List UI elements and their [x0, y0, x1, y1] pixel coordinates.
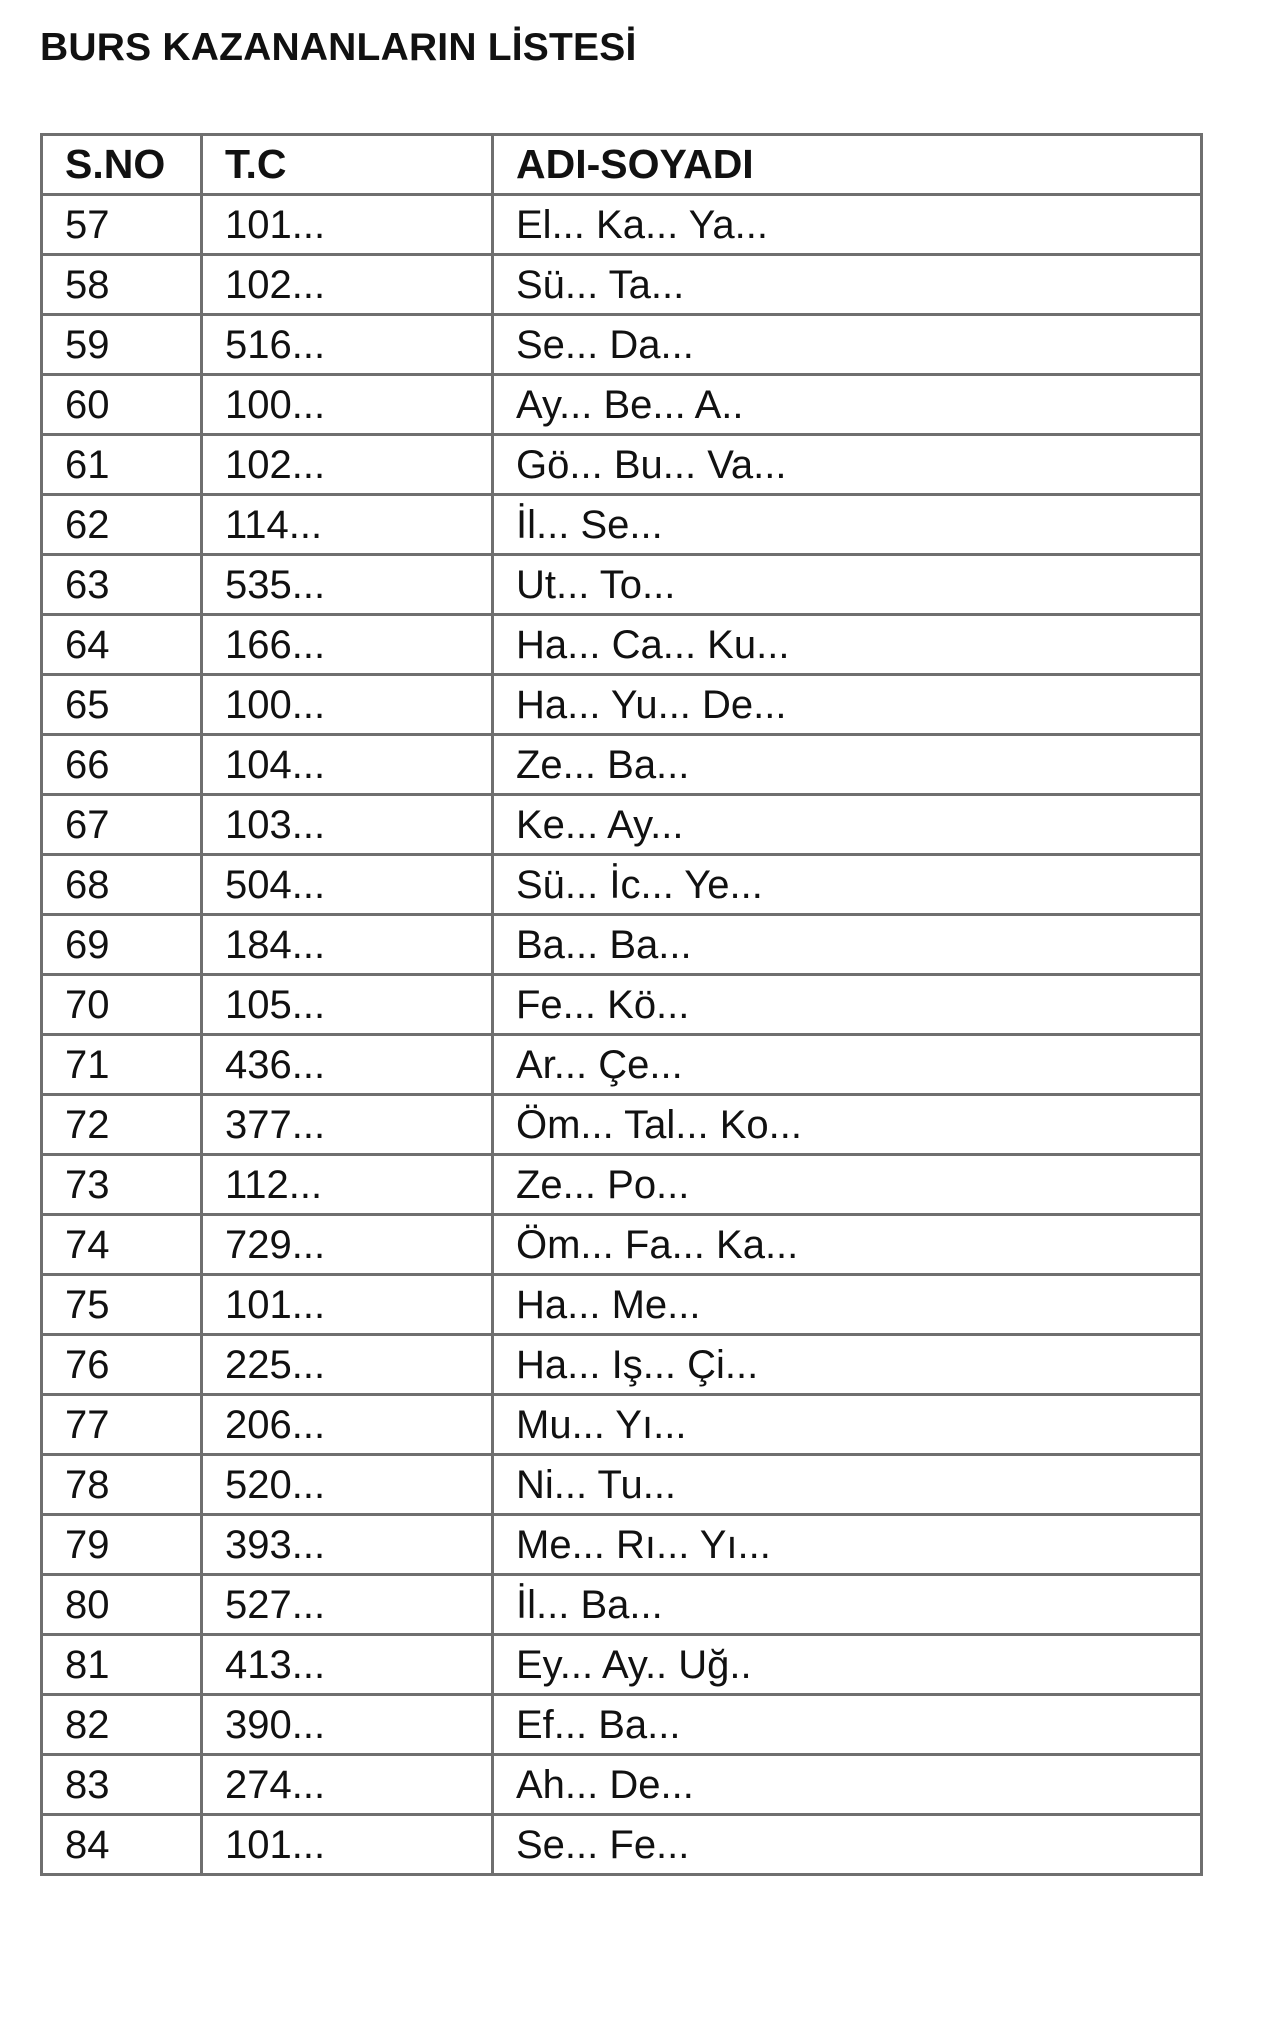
table-row: [42, 1395, 1202, 1455]
cell-tc: 393...: [202, 1515, 493, 1575]
cell-tc: 377...: [202, 1095, 493, 1155]
table-row: [42, 1755, 1202, 1815]
cell-name: Ay... Be... A..: [493, 375, 1202, 435]
cell-sno: 60: [42, 375, 202, 435]
cell-name: Ze... Ba...: [493, 735, 1202, 795]
cell-sno: 76: [42, 1335, 202, 1395]
cell-name: Ey... Ay.. Uğ..: [493, 1635, 1202, 1695]
table-row: [42, 495, 1202, 555]
table-row: [42, 555, 1202, 615]
cell-sno: 71: [42, 1035, 202, 1095]
cell-sno: 62: [42, 495, 202, 555]
cell-tc: 516...: [202, 315, 493, 375]
cell-sno: 59: [42, 315, 202, 375]
cell-tc: 729...: [202, 1215, 493, 1275]
cell-sno: 64: [42, 615, 202, 675]
cell-sno: 67: [42, 795, 202, 855]
cell-name: Ha... Yu... De...: [493, 675, 1202, 735]
table-row: [42, 315, 1202, 375]
cell-tc: 436...: [202, 1035, 493, 1095]
cell-sno: 70: [42, 975, 202, 1035]
table-row: [42, 1635, 1202, 1695]
cell-name: Öm... Tal... Ko...: [493, 1095, 1202, 1155]
cell-name: Ha... Ca... Ku...: [493, 615, 1202, 675]
cell-name: Se... Da...: [493, 315, 1202, 375]
table-row: [42, 375, 1202, 435]
cell-tc: 225...: [202, 1335, 493, 1395]
cell-sno: 75: [42, 1275, 202, 1335]
cell-name: Mu... Yı...: [493, 1395, 1202, 1455]
cell-sno: 80: [42, 1575, 202, 1635]
table-row: [42, 915, 1202, 975]
cell-name: Ba... Ba...: [493, 915, 1202, 975]
cell-sno: 79: [42, 1515, 202, 1575]
cell-tc: 102...: [202, 435, 493, 495]
cell-tc: 114...: [202, 495, 493, 555]
page-title: BURS KAZANANLARIN LİSTESİ: [40, 26, 637, 69]
header-sno: S.NO: [42, 135, 202, 195]
cell-sno: 77: [42, 1395, 202, 1455]
cell-name: Öm... Fa... Ka...: [493, 1215, 1202, 1275]
cell-name: Ni... Tu...: [493, 1455, 1202, 1515]
cell-tc: 206...: [202, 1395, 493, 1455]
cell-sno: 69: [42, 915, 202, 975]
cell-tc: 527...: [202, 1575, 493, 1635]
header-tc: T.C: [202, 135, 493, 195]
cell-name: Ut... To...: [493, 555, 1202, 615]
cell-name: İl... Ba...: [493, 1575, 1202, 1635]
cell-tc: 166...: [202, 615, 493, 675]
cell-name: El... Ka... Ya...: [493, 195, 1202, 255]
table-row: [42, 795, 1202, 855]
cell-name: Me... Rı... Yı...: [493, 1515, 1202, 1575]
table-row: [42, 1515, 1202, 1575]
cell-name: Ze... Po...: [493, 1155, 1202, 1215]
cell-tc: 100...: [202, 675, 493, 735]
cell-name: Ha... Iş... Çi...: [493, 1335, 1202, 1395]
table-row: [42, 1035, 1202, 1095]
header-name: ADI-SOYADI: [493, 135, 1202, 195]
cell-tc: 413...: [202, 1635, 493, 1695]
scholarship-winners-table: [40, 133, 1203, 1876]
table-header: [42, 135, 1202, 195]
cell-name: Ha... Me...: [493, 1275, 1202, 1335]
table-row: [42, 675, 1202, 735]
cell-sno: 72: [42, 1095, 202, 1155]
cell-sno: 58: [42, 255, 202, 315]
table-row: [42, 1695, 1202, 1755]
cell-tc: 101...: [202, 195, 493, 255]
cell-name: Ah... De...: [493, 1755, 1202, 1815]
cell-tc: 105...: [202, 975, 493, 1035]
cell-sno: 82: [42, 1695, 202, 1755]
table-row: [42, 855, 1202, 915]
cell-name: Gö... Bu... Va...: [493, 435, 1202, 495]
table-row: [42, 1455, 1202, 1515]
cell-sno: 57: [42, 195, 202, 255]
table-row: [42, 195, 1202, 255]
cell-name: Sü... Ta...: [493, 255, 1202, 315]
cell-tc: 390...: [202, 1695, 493, 1755]
cell-sno: 84: [42, 1815, 202, 1875]
cell-tc: 520...: [202, 1455, 493, 1515]
cell-tc: 274...: [202, 1755, 493, 1815]
cell-tc: 101...: [202, 1275, 493, 1335]
cell-sno: 73: [42, 1155, 202, 1215]
cell-sno: 78: [42, 1455, 202, 1515]
table-row: [42, 1095, 1202, 1155]
cell-name: Ar... Çe...: [493, 1035, 1202, 1095]
cell-tc: 184...: [202, 915, 493, 975]
table-row: [42, 975, 1202, 1035]
cell-tc: 112...: [202, 1155, 493, 1215]
cell-tc: 100...: [202, 375, 493, 435]
cell-tc: 504...: [202, 855, 493, 915]
cell-name: Fe... Kö...: [493, 975, 1202, 1035]
cell-tc: 104...: [202, 735, 493, 795]
cell-name: Ke... Ay...: [493, 795, 1202, 855]
cell-name: Se... Fe...: [493, 1815, 1202, 1875]
table-row: [42, 255, 1202, 315]
table-row: [42, 1155, 1202, 1215]
cell-tc: 101...: [202, 1815, 493, 1875]
table-row: [42, 1215, 1202, 1275]
header-row: [42, 135, 1202, 195]
cell-sno: 61: [42, 435, 202, 495]
cell-name: Ef... Ba...: [493, 1695, 1202, 1755]
cell-sno: 63: [42, 555, 202, 615]
cell-name: İl... Se...: [493, 495, 1202, 555]
cell-sno: 83: [42, 1755, 202, 1815]
table-row: [42, 735, 1202, 795]
table-body: [42, 195, 1202, 1875]
cell-sno: 81: [42, 1635, 202, 1695]
cell-sno: 65: [42, 675, 202, 735]
cell-tc: 535...: [202, 555, 493, 615]
cell-sno: 68: [42, 855, 202, 915]
table-row: [42, 1815, 1202, 1875]
table-row: [42, 615, 1202, 675]
cell-sno: 74: [42, 1215, 202, 1275]
table-row: [42, 1275, 1202, 1335]
cell-name: Sü... İc... Ye...: [493, 855, 1202, 915]
cell-sno: 66: [42, 735, 202, 795]
table-row: [42, 435, 1202, 495]
table-row: [42, 1335, 1202, 1395]
cell-tc: 103...: [202, 795, 493, 855]
table-row: [42, 1575, 1202, 1635]
cell-tc: 102...: [202, 255, 493, 315]
